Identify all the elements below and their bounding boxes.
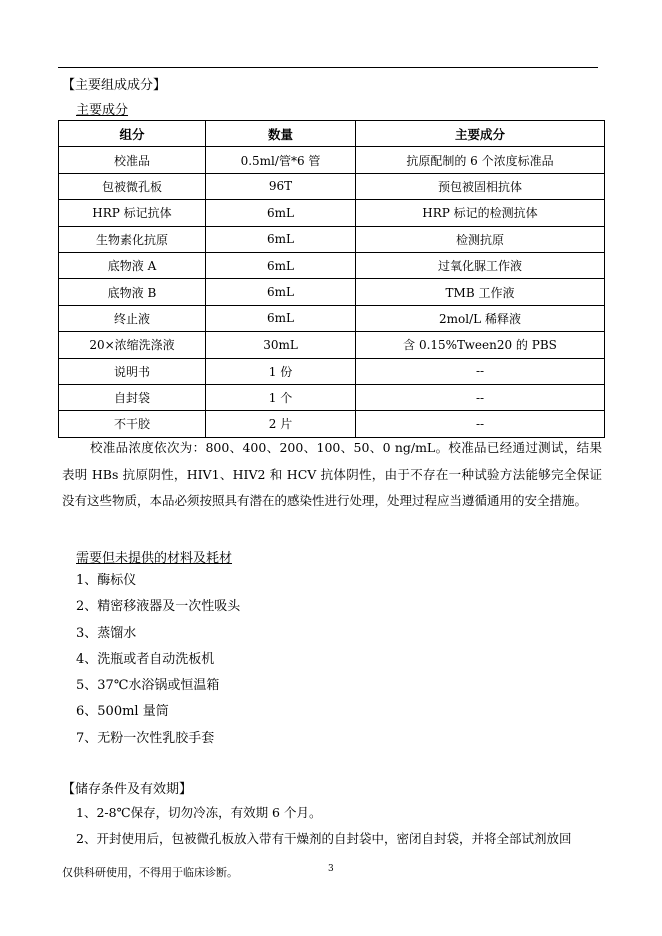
table-cell: -- [356,384,605,410]
table-cell: 1 份 [206,358,356,384]
table-cell: 底物液 A [59,252,206,278]
table-row [59,279,605,305]
table-cell: 2 片 [206,411,356,437]
table-cell: 自封袋 [59,384,206,410]
table-header-cell: 组分 [59,121,206,147]
table-cell: 96T [206,173,356,199]
list-item: 1、2-8℃保存，切勿冷冻，有效期 6 个月。 [76,805,322,820]
footer-note: 仅供科研使用，不得用于临床诊断。 [62,866,238,879]
table-cell: 2mol/L 稀释液 [356,305,605,331]
table-cell: 6mL [206,226,356,252]
table-cell: 0.5ml/管*6 管 [206,147,356,173]
subheading-materials: 需要但未提供的材料及耗材 [76,551,233,566]
table-row [59,226,605,252]
table-cell: 30mL [206,332,356,358]
table-cell: 1 个 [206,384,356,410]
table-cell: HRP 标记的检测抗体 [356,200,605,226]
subheading-main-components: 主要成分 [76,103,129,118]
list-item: 5、37℃水浴锅或恒温箱 [76,678,220,694]
table-cell: 包被微孔板 [59,173,206,199]
table-header-cell: 主要成分 [356,121,605,147]
table-cell: 终止液 [59,305,206,331]
table-cell: 预包被固相抗体 [356,173,605,199]
header-rule [58,67,598,68]
table-cell: 6mL [206,200,356,226]
calibrator-note: 校准品浓度依次为：800、400、200、100、50、0 ng/mL。校准品已经通过测试，结果表明 HBs 抗原阴性，HIV1、HIV2 和 HCV 抗体阴性，由于不存在一种试验方法能够完全保证没有这些物质，本品必须按照具有潜在的感染性进行处理，处理过程应当遵循通用的安全措施。 [62,440,602,508]
table-header-row [59,121,605,147]
page-number: 3 [328,864,334,874]
table-cell: 生物素化抗原 [59,226,206,252]
table-cell: 6mL [206,279,356,305]
table-cell: -- [356,411,605,437]
section-heading-components: 【主要组成成分】 [62,78,167,93]
table-cell: -- [356,358,605,384]
table-cell: 6mL [206,305,356,331]
table-row [59,384,605,410]
table-cell: 抗原配制的 6 个浓度标准品 [356,147,605,173]
table-cell: 含 0.15%Tween20 的 PBS [356,332,605,358]
table-row [59,358,605,384]
table-row [59,200,605,226]
table-cell: 说明书 [59,358,206,384]
table-row [59,252,605,278]
list-item: 2、精密移液器及一次性吸头 [76,599,241,615]
table-cell: 20×浓缩洗涤液 [59,332,206,358]
table-row [59,411,605,437]
table-cell: 过氧化脲工作液 [356,252,605,278]
list-item: 4、洗瓶或者自动洗板机 [76,651,215,667]
table-cell: HRP 标记抗体 [59,200,206,226]
components-table [58,120,605,438]
list-item: 1、酶标仪 [76,573,137,588]
table-cell: 6mL [206,252,356,278]
table-row [59,332,605,358]
section-heading-storage: 【储存条件及有效期】 [62,782,193,797]
list-item: 3、蒸馏水 [76,625,137,641]
storage-list [76,800,571,852]
table-header-cell: 数量 [206,121,356,147]
table-cell: 检测抗原 [356,226,605,252]
materials-list [76,568,240,752]
list-item: 7、无粉一次性乳胶手套 [76,730,215,746]
list-item: 6、500ml 量筒 [76,704,169,720]
table-cell: 校准品 [59,147,206,173]
table-row [59,173,605,199]
table-row [59,305,605,331]
table-cell: TMB 工作液 [356,279,605,305]
table-cell: 不干胶 [59,411,206,437]
table-cell: 底物液 B [59,279,206,305]
list-item: 2、开封使用后，包被微孔板放入带有干燥剂的自封袋中，密闭自封袋，并将全部试剂放回 [76,831,572,846]
table-row [59,147,605,173]
